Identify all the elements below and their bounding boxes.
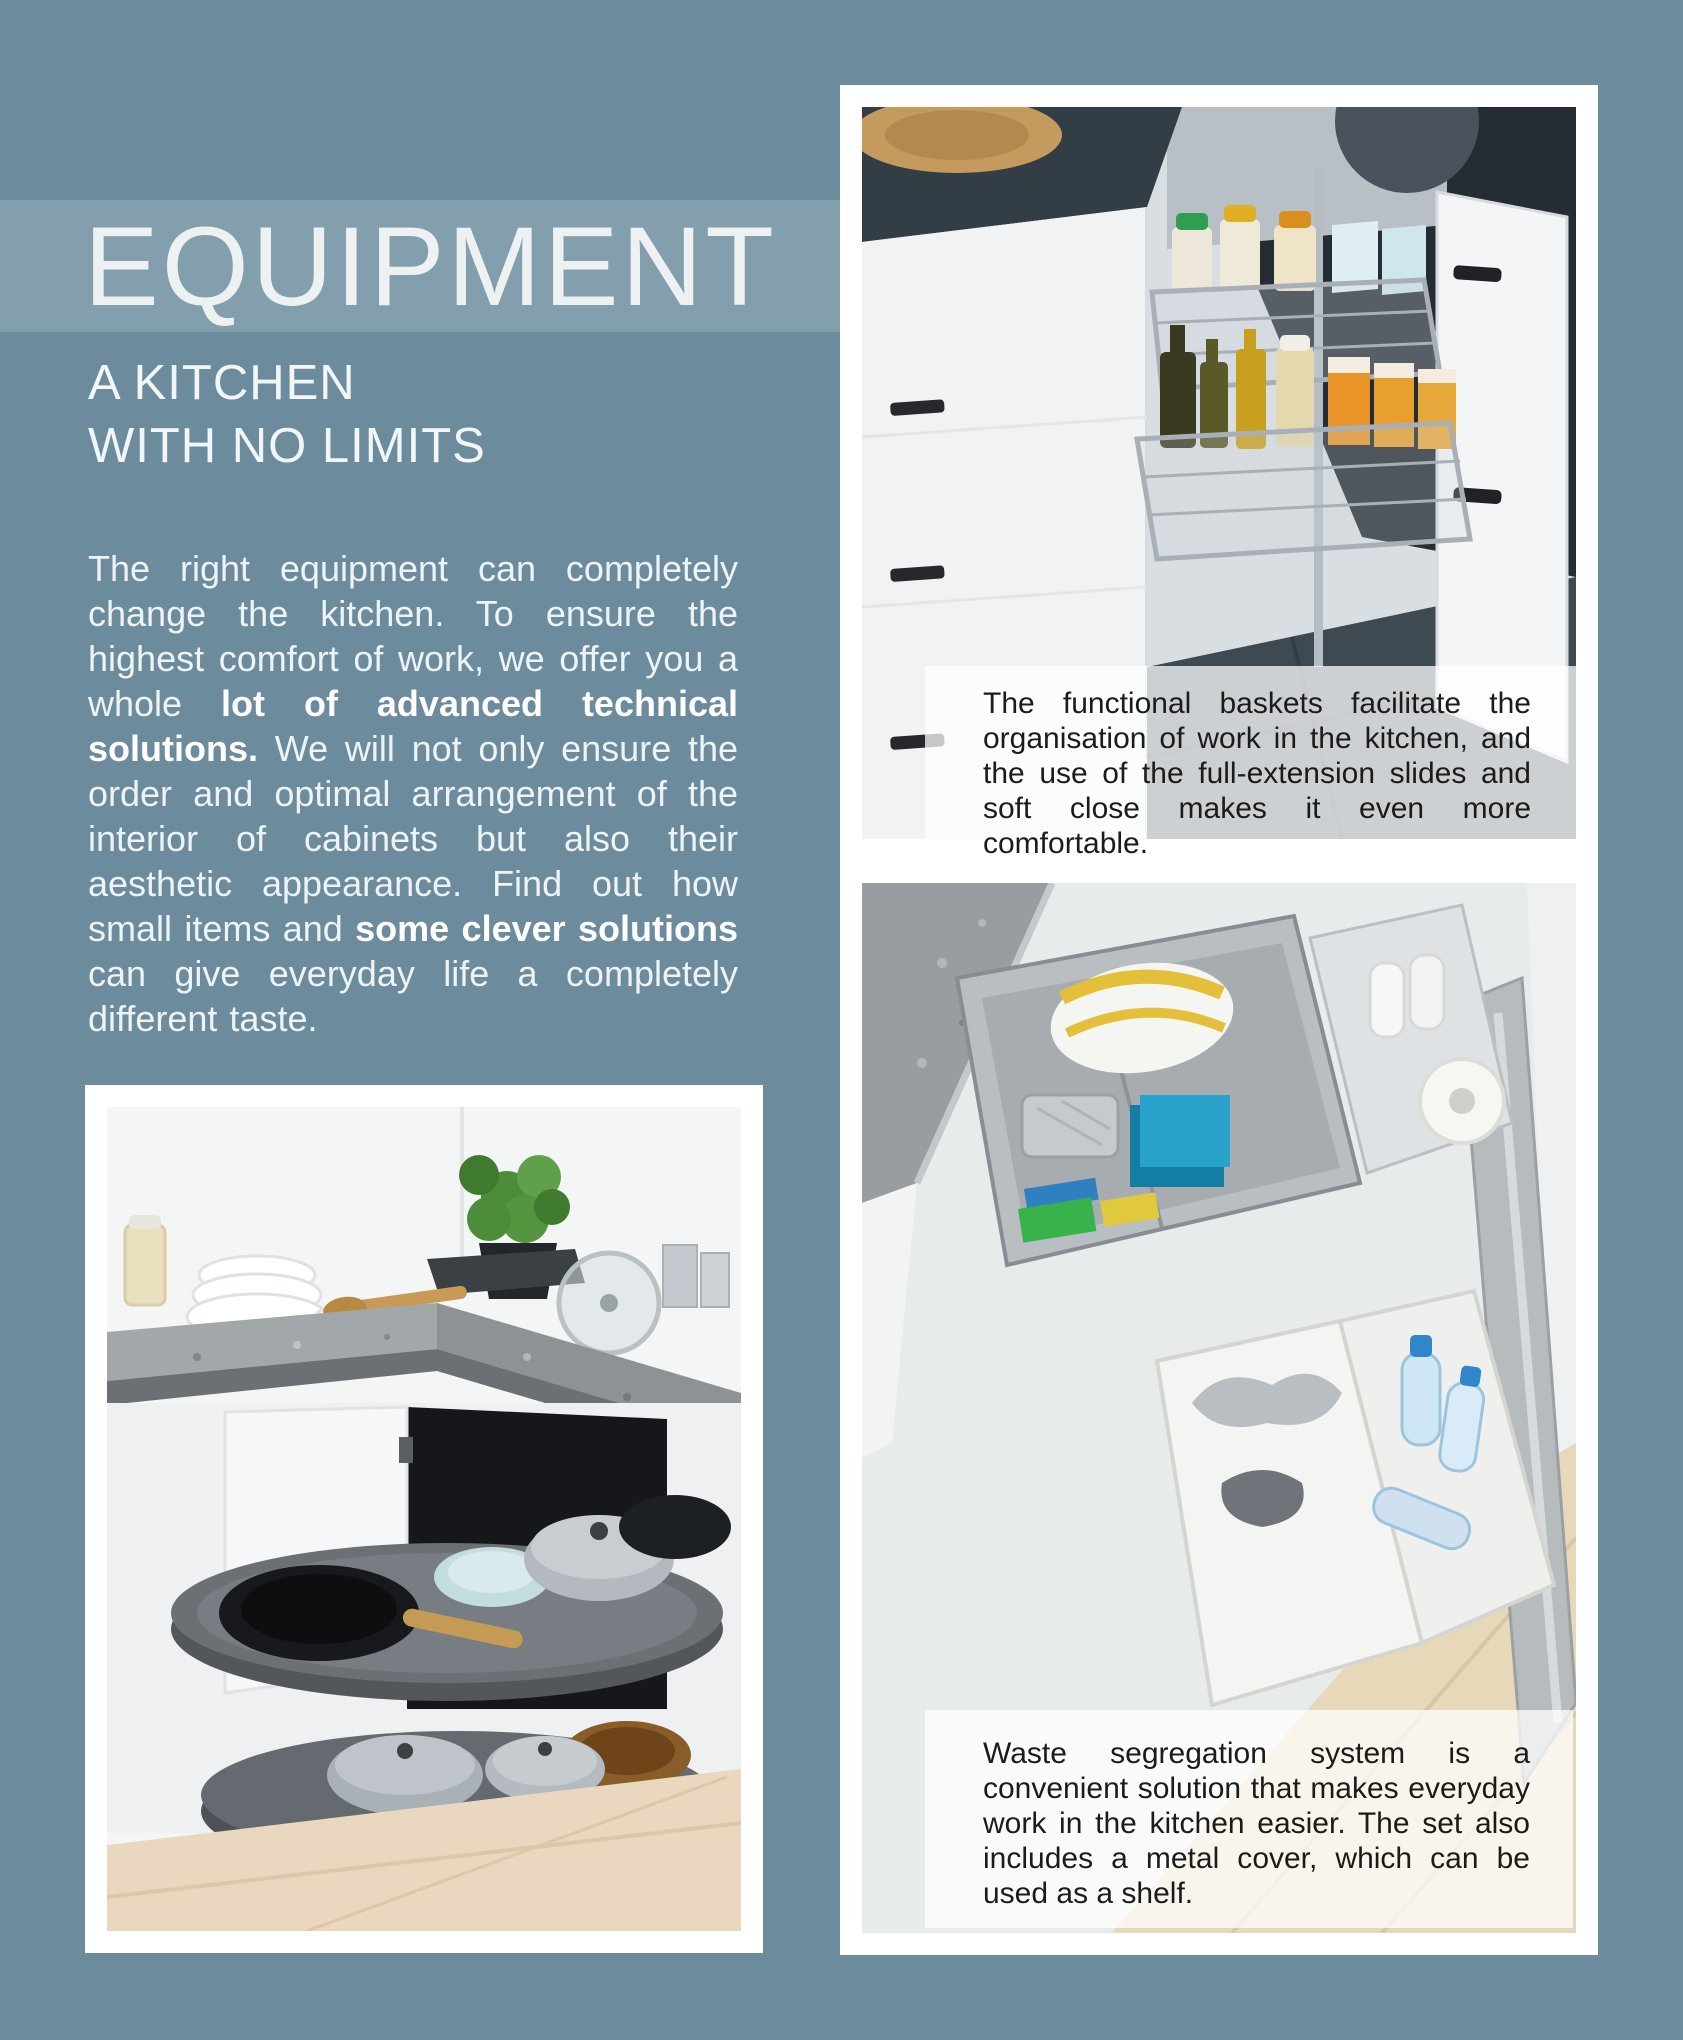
corner-carousel-illustration <box>107 1107 741 1931</box>
photo-waste-segregation <box>840 861 1598 1955</box>
intro-paragraph: The right equipment can completely change the kitchen. To ensure the highest comfort of work, we offer you a whole lot of advanced technical solutions. We will not only ensure the order and optimal arrangement of the interior of cabinets but also their aesthetic appearance. Find out how small items and some clever solutions can give everyday life a completely different taste. <box>88 548 739 1039</box>
title-banner <box>0 200 841 332</box>
cloth-blue <box>1140 1095 1230 1167</box>
subtitle-line-1: A KITCHEN <box>88 356 356 410</box>
steel-cups <box>663 1245 729 1307</box>
section-subtitle <box>88 352 486 478</box>
photo-pull-out-baskets <box>840 85 1598 861</box>
hinge <box>399 1437 413 1463</box>
photo-corner-carousel <box>85 1085 763 1953</box>
subtitle-line-2: WITH NO LIMITS <box>88 419 486 473</box>
white-bottle <box>1410 955 1444 1029</box>
photo-caption-baskets: The functional baskets facilitate the organisation of work in the kitchen, and the use of the full-extension slides and soft close makes it even more comfortable. <box>925 666 1576 839</box>
pasta-jar <box>125 1225 165 1305</box>
photo-caption-waste: Waste segregation system is a convenient solution that makes everyday work in the kitchen easier. The set also includes a metal cover, which can be used as a shelf. <box>925 1710 1573 1928</box>
black-pot <box>619 1495 731 1559</box>
white-bottle <box>1370 963 1404 1037</box>
page-title: EQUIPMENT <box>84 203 777 329</box>
